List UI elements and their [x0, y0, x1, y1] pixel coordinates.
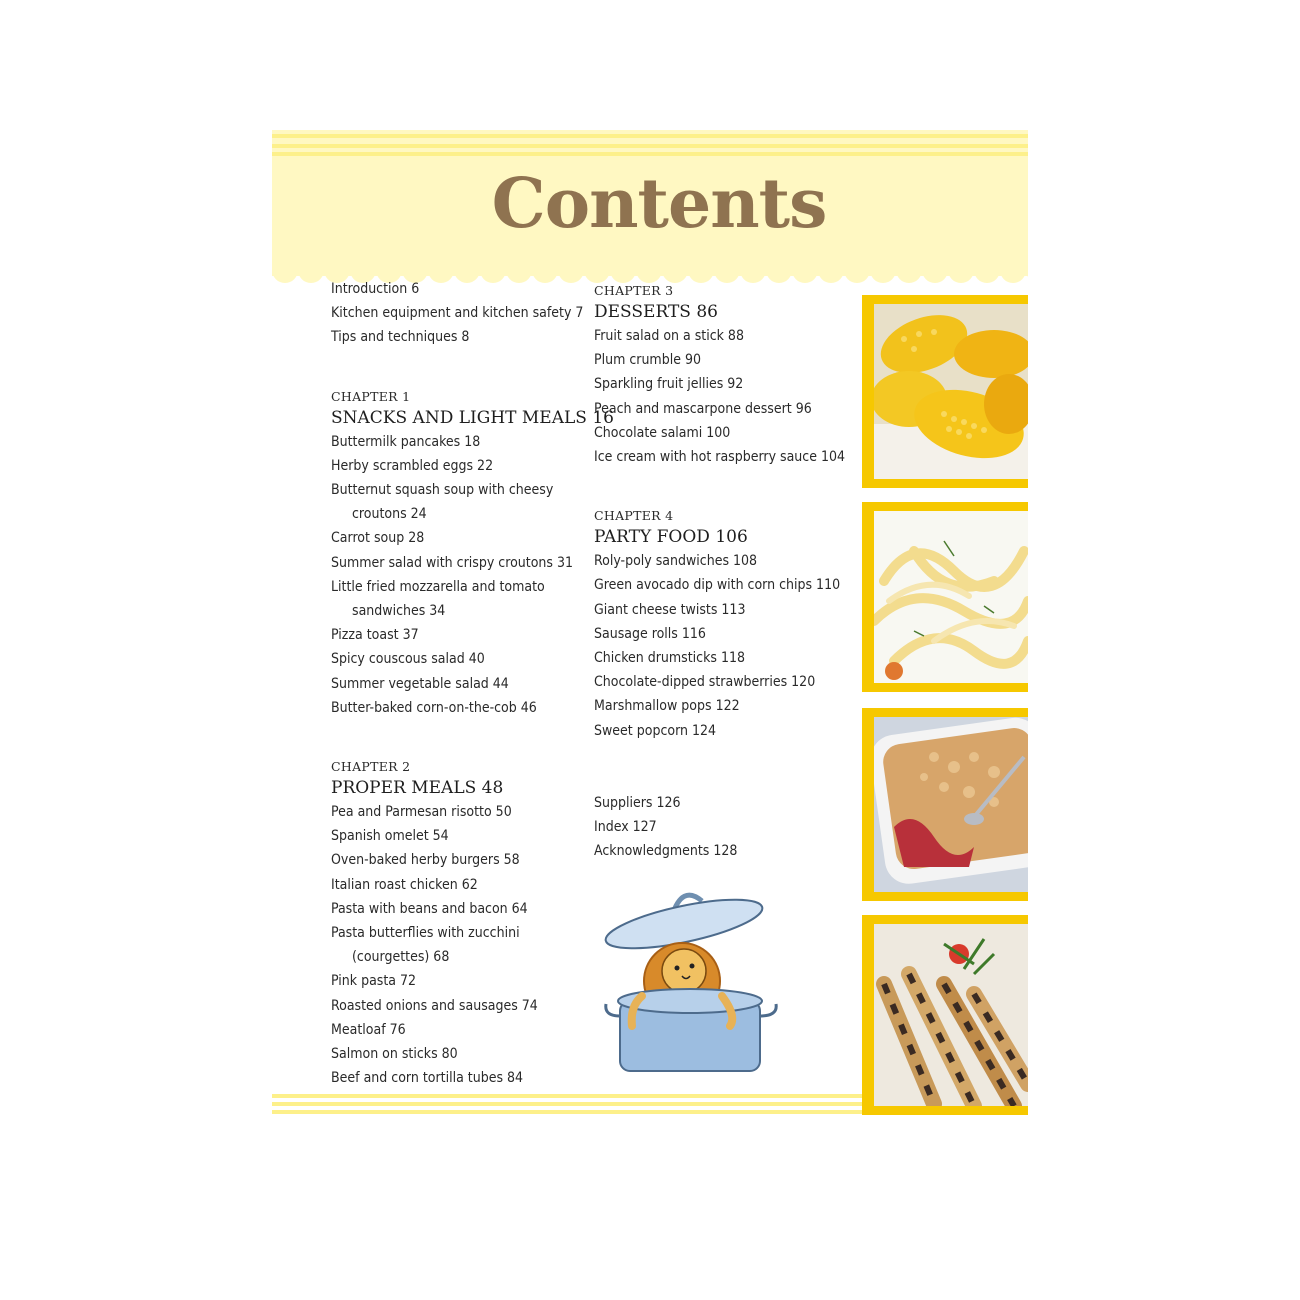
- lion-face: [662, 949, 706, 993]
- toc-entry[interactable]: Pizza toast 37: [331, 627, 419, 644]
- pasta-illustration: [874, 511, 1028, 683]
- toc-entry[interactable]: Meatloaf 76: [331, 1021, 406, 1038]
- toc-entry[interactable]: Fruit salad on a stick 88: [594, 328, 744, 344]
- top-stripe: [272, 152, 1028, 156]
- bottom-stripe: [272, 1094, 864, 1098]
- chapter-title[interactable]: DESSERTS 86: [594, 302, 718, 322]
- spacer: [594, 743, 845, 791]
- toc-entry[interactable]: Pink pasta 72: [331, 973, 417, 990]
- toc-entry[interactable]: Green avocado dip with corn chips 110: [594, 577, 841, 594]
- toc-entry[interactable]: Herby scrambled eggs 22: [331, 457, 494, 474]
- chapter-label: CHAPTER 1: [331, 388, 411, 404]
- toc-entry[interactable]: Salmon on sticks 80: [331, 1046, 458, 1063]
- toc-entry[interactable]: Marshmallow pops 122: [594, 698, 740, 715]
- front-matter-list: [331, 277, 614, 350]
- toc-entry[interactable]: Summer vegetable salad 44: [331, 675, 509, 692]
- crumble-illustration: [874, 717, 1028, 892]
- top-stripe: [272, 134, 1028, 138]
- back-matter-list: [594, 791, 845, 864]
- toc-entry[interactable]: Kitchen equipment and kitchen safety 7: [331, 305, 584, 322]
- toc-entry[interactable]: Little fried mozzarella and tomato: [331, 578, 545, 595]
- page-title: Contents: [491, 164, 827, 244]
- toc-entry[interactable]: Pasta butterflies with zucchini: [331, 925, 520, 942]
- contents-column-1: [331, 277, 614, 1090]
- toc-entry[interactable]: Sausage rolls 116: [594, 625, 706, 642]
- photo-cheese-twists: [862, 915, 1028, 1115]
- contents-column-2: [594, 282, 845, 863]
- toc-entry[interactable]: Introduction 6: [331, 281, 420, 297]
- toc-entry[interactable]: Carrot soup 28: [331, 530, 425, 547]
- toc-entry[interactable]: Suppliers 126: [594, 794, 681, 811]
- chapter-label: CHAPTER 3: [594, 283, 674, 298]
- chapter-label: CHAPTER 4: [594, 508, 674, 524]
- toc-entry[interactable]: Acknowledgments 128: [594, 843, 738, 860]
- toc-entry[interactable]: Italian roast chicken 62: [331, 876, 478, 893]
- bottom-stripe: [272, 1102, 864, 1106]
- spacer: [594, 469, 845, 493]
- corn-illustration: [874, 304, 1028, 479]
- chapter-2-list: [331, 800, 614, 1090]
- cheese-twists-illustration: [874, 924, 1028, 1106]
- chapter-title[interactable]: SNACKS AND LIGHT MEALS 16: [331, 407, 614, 428]
- toc-entry[interactable]: Butter-baked corn-on-the-cob 46: [331, 699, 537, 716]
- spacer: [331, 720, 614, 744]
- toc-entry-continuation[interactable]: sandwiches 34: [352, 603, 446, 620]
- toc-entry[interactable]: Sweet popcorn 124: [594, 722, 717, 739]
- toc-entry[interactable]: Chicken drumsticks 118: [594, 650, 745, 667]
- top-stripe: [272, 144, 1028, 148]
- toc-entry[interactable]: Chocolate salami 100: [594, 424, 731, 441]
- toc-entry[interactable]: Buttermilk pancakes 18: [331, 433, 481, 450]
- toc-entry[interactable]: Oven-baked herby burgers 58: [331, 852, 520, 869]
- photo-plum-crumble: [862, 708, 1028, 901]
- toc-entry[interactable]: Ice cream with hot raspberry sauce 104: [594, 449, 845, 466]
- toc-entry-continuation[interactable]: (courgettes) 68: [352, 949, 450, 966]
- spacer: [331, 350, 614, 374]
- toc-entry[interactable]: Sparkling fruit jellies 92: [594, 376, 744, 393]
- toc-entry[interactable]: Roly-poly sandwiches 108: [594, 553, 758, 570]
- toc-entry[interactable]: Pea and Parmesan risotto 50: [331, 804, 512, 821]
- lion-in-pot-illustration: [602, 886, 782, 1076]
- toc-entry[interactable]: Chocolate-dipped strawberries 120: [594, 674, 816, 691]
- toc-entry[interactable]: Peach and mascarpone dessert 96: [594, 400, 812, 417]
- toc-entry[interactable]: Giant cheese twists 113: [594, 601, 746, 618]
- toc-entry[interactable]: Roasted onions and sausages 74: [331, 997, 538, 1014]
- toc-entry[interactable]: Tips and techniques 8: [331, 329, 470, 346]
- chapter-4-list: [594, 549, 845, 743]
- chapter-3-list: [594, 324, 845, 469]
- chapter-title[interactable]: PROPER MEALS 48: [331, 778, 504, 799]
- toc-entry[interactable]: Butternut squash soup with cheesy: [331, 482, 554, 499]
- toc-entry[interactable]: Spicy couscous salad 40: [331, 651, 485, 668]
- toc-entry[interactable]: Spanish omelet 54: [331, 828, 449, 845]
- toc-entry[interactable]: Pasta with beans and bacon 64: [331, 900, 528, 917]
- chapter-title[interactable]: PARTY FOOD 106: [594, 527, 748, 548]
- chapter-label: CHAPTER 2: [331, 759, 411, 775]
- toc-entry[interactable]: Index 127: [594, 819, 657, 836]
- chapter-1-list: [331, 430, 614, 720]
- toc-entry[interactable]: Plum crumble 90: [594, 352, 701, 369]
- photo-pasta: [862, 502, 1028, 692]
- photo-corn-on-the-cob: [862, 295, 1028, 488]
- bottom-stripe: [272, 1110, 864, 1114]
- toc-entry-continuation[interactable]: croutons 24: [352, 506, 427, 523]
- toc-entry[interactable]: Summer salad with crispy croutons 31: [331, 554, 573, 571]
- toc-entry[interactable]: Beef and corn tortilla tubes 84: [331, 1070, 524, 1087]
